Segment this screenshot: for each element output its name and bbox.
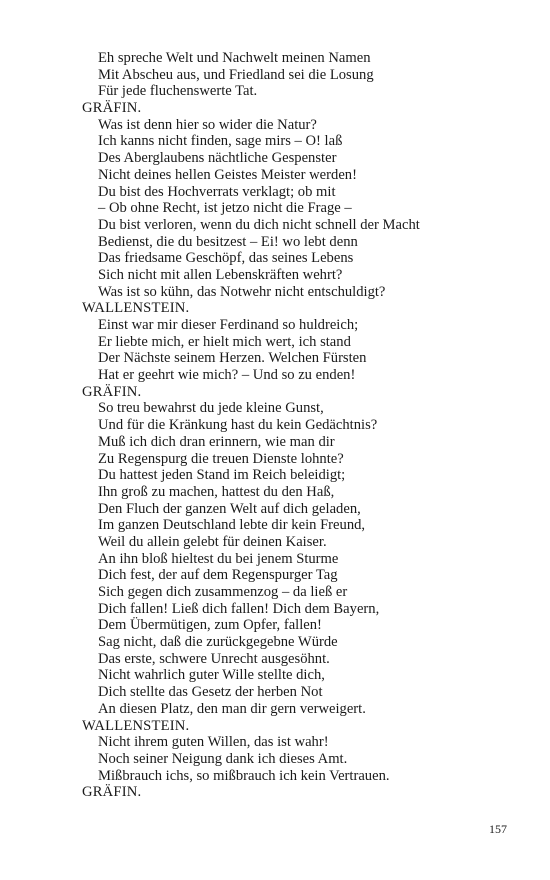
- verse-line: Das erste, schwere Unrecht ausgesöhnt.: [98, 650, 330, 667]
- verse-line: Muß ich dich dran erinnern, wie man dir: [98, 433, 335, 450]
- verse-line: Noch seiner Neigung dank ich dieses Amt.: [98, 750, 348, 767]
- verse-line: Du bist des Hochverrats verklagt; ob mit: [98, 183, 336, 200]
- verse-line: Und für die Kränkung hast du kein Gedächtnis?: [98, 417, 378, 434]
- verse-line: Des Aberglaubens nächtliche Gespenster: [98, 150, 337, 167]
- verse-line: Hat er geehrt wie mich? – Und so zu enden!: [98, 367, 356, 384]
- verse-line: Sich gegen dich zusammenzog – da ließ er: [98, 584, 348, 600]
- verse-line: Ich kanns nicht finden, sage mirs – O! laß: [98, 133, 343, 150]
- verse-line: Einst war mir dieser Ferdinand so huldreich;: [98, 317, 359, 333]
- verse-line: Der Nächste seinem Herzen. Welchen Fürsten: [98, 350, 367, 367]
- verse-line: Was ist so kühn, das Notwehr nicht entschuldigt?: [98, 283, 386, 300]
- verse-line: Für jede fluchenswerte Tat.: [98, 83, 258, 100]
- speaker-name: GRÄFIN.: [82, 784, 142, 801]
- speaker-name: GRÄFIN.: [82, 100, 142, 117]
- verse-line: Nicht wahrlich guter Wille stellte dich,: [98, 667, 325, 684]
- verse-line: Dich stellte das Gesetz der herben Not: [98, 684, 323, 701]
- verse-line: Bedienst, die du besitzest – Ei! wo lebt denn: [98, 233, 358, 250]
- verse-line: Dich fallen! Ließ dich fallen! Dich dem Bayern,: [98, 600, 380, 617]
- speaker-name: WALLENSTEIN.: [82, 717, 190, 734]
- verse-line: Sich nicht mit allen Lebenskräften wehrt?: [98, 266, 343, 283]
- verse-line: So treu bewahrst du jede kleine Gunst,: [98, 400, 324, 417]
- verse-line: Dem Übermütigen, zum Opfer, fallen!: [98, 617, 322, 634]
- verse-line: Mit Abscheu aus, und Friedland sei die Losung: [98, 66, 374, 83]
- verse-line: Den Fluch der ganzen Welt auf dich geladen,: [98, 500, 361, 517]
- verse-line: Im ganzen Deutschland lebte dir kein Freund,: [98, 517, 366, 534]
- verse-line: Dich fest, der auf dem Regenspurger Tag: [98, 567, 338, 584]
- speaker-name: GRÄFIN.: [82, 383, 142, 400]
- verse-line: Weil du allein gelebt für deinen Kaiser.: [98, 533, 327, 550]
- verse-line: Du bist verloren, wenn du dich nicht schnell der Macht: [98, 216, 420, 233]
- verse-line: An ihn bloß hieltest du bei jenem Sturme: [98, 550, 339, 567]
- verse-line: Sag nicht, daß die zurückgegebne Würde: [98, 634, 338, 651]
- verse-line: An diesen Platz, den man dir gern verweigert.: [98, 700, 366, 717]
- verse-line: Was ist denn hier so wider die Natur?: [98, 116, 317, 133]
- verse-line: Er liebte mich, er hielt mich wert, ich stand: [98, 333, 351, 350]
- verse-line: Zu Regenspurg die treuen Dienste lohnte?: [98, 450, 344, 467]
- speaker-name: WALLENSTEIN.: [82, 300, 190, 317]
- page-number: 157: [489, 822, 507, 836]
- verse-line: – Ob ohne Recht, ist jetzo nicht die Frage –: [98, 200, 352, 217]
- verse-line: Ihn groß zu machen, hattest du den Haß,: [98, 483, 335, 500]
- verse-line: Nicht deines hellen Geistes Meister werden!: [98, 166, 357, 183]
- verse-line: Das friedsame Geschöpf, das seines Lebens: [98, 250, 354, 267]
- verse-line: Du hattest jeden Stand im Reich beleidigt;: [98, 467, 346, 484]
- verse-line: Eh spreche Welt und Nachwelt meinen Namen: [98, 50, 371, 66]
- verse-line: Nicht ihrem guten Willen, das ist wahr!: [98, 734, 329, 751]
- verse-line: Mißbrauch ichs, so mißbrauch ich kein Vertrauen.: [98, 767, 390, 784]
- drama-text: [82, 50, 522, 801]
